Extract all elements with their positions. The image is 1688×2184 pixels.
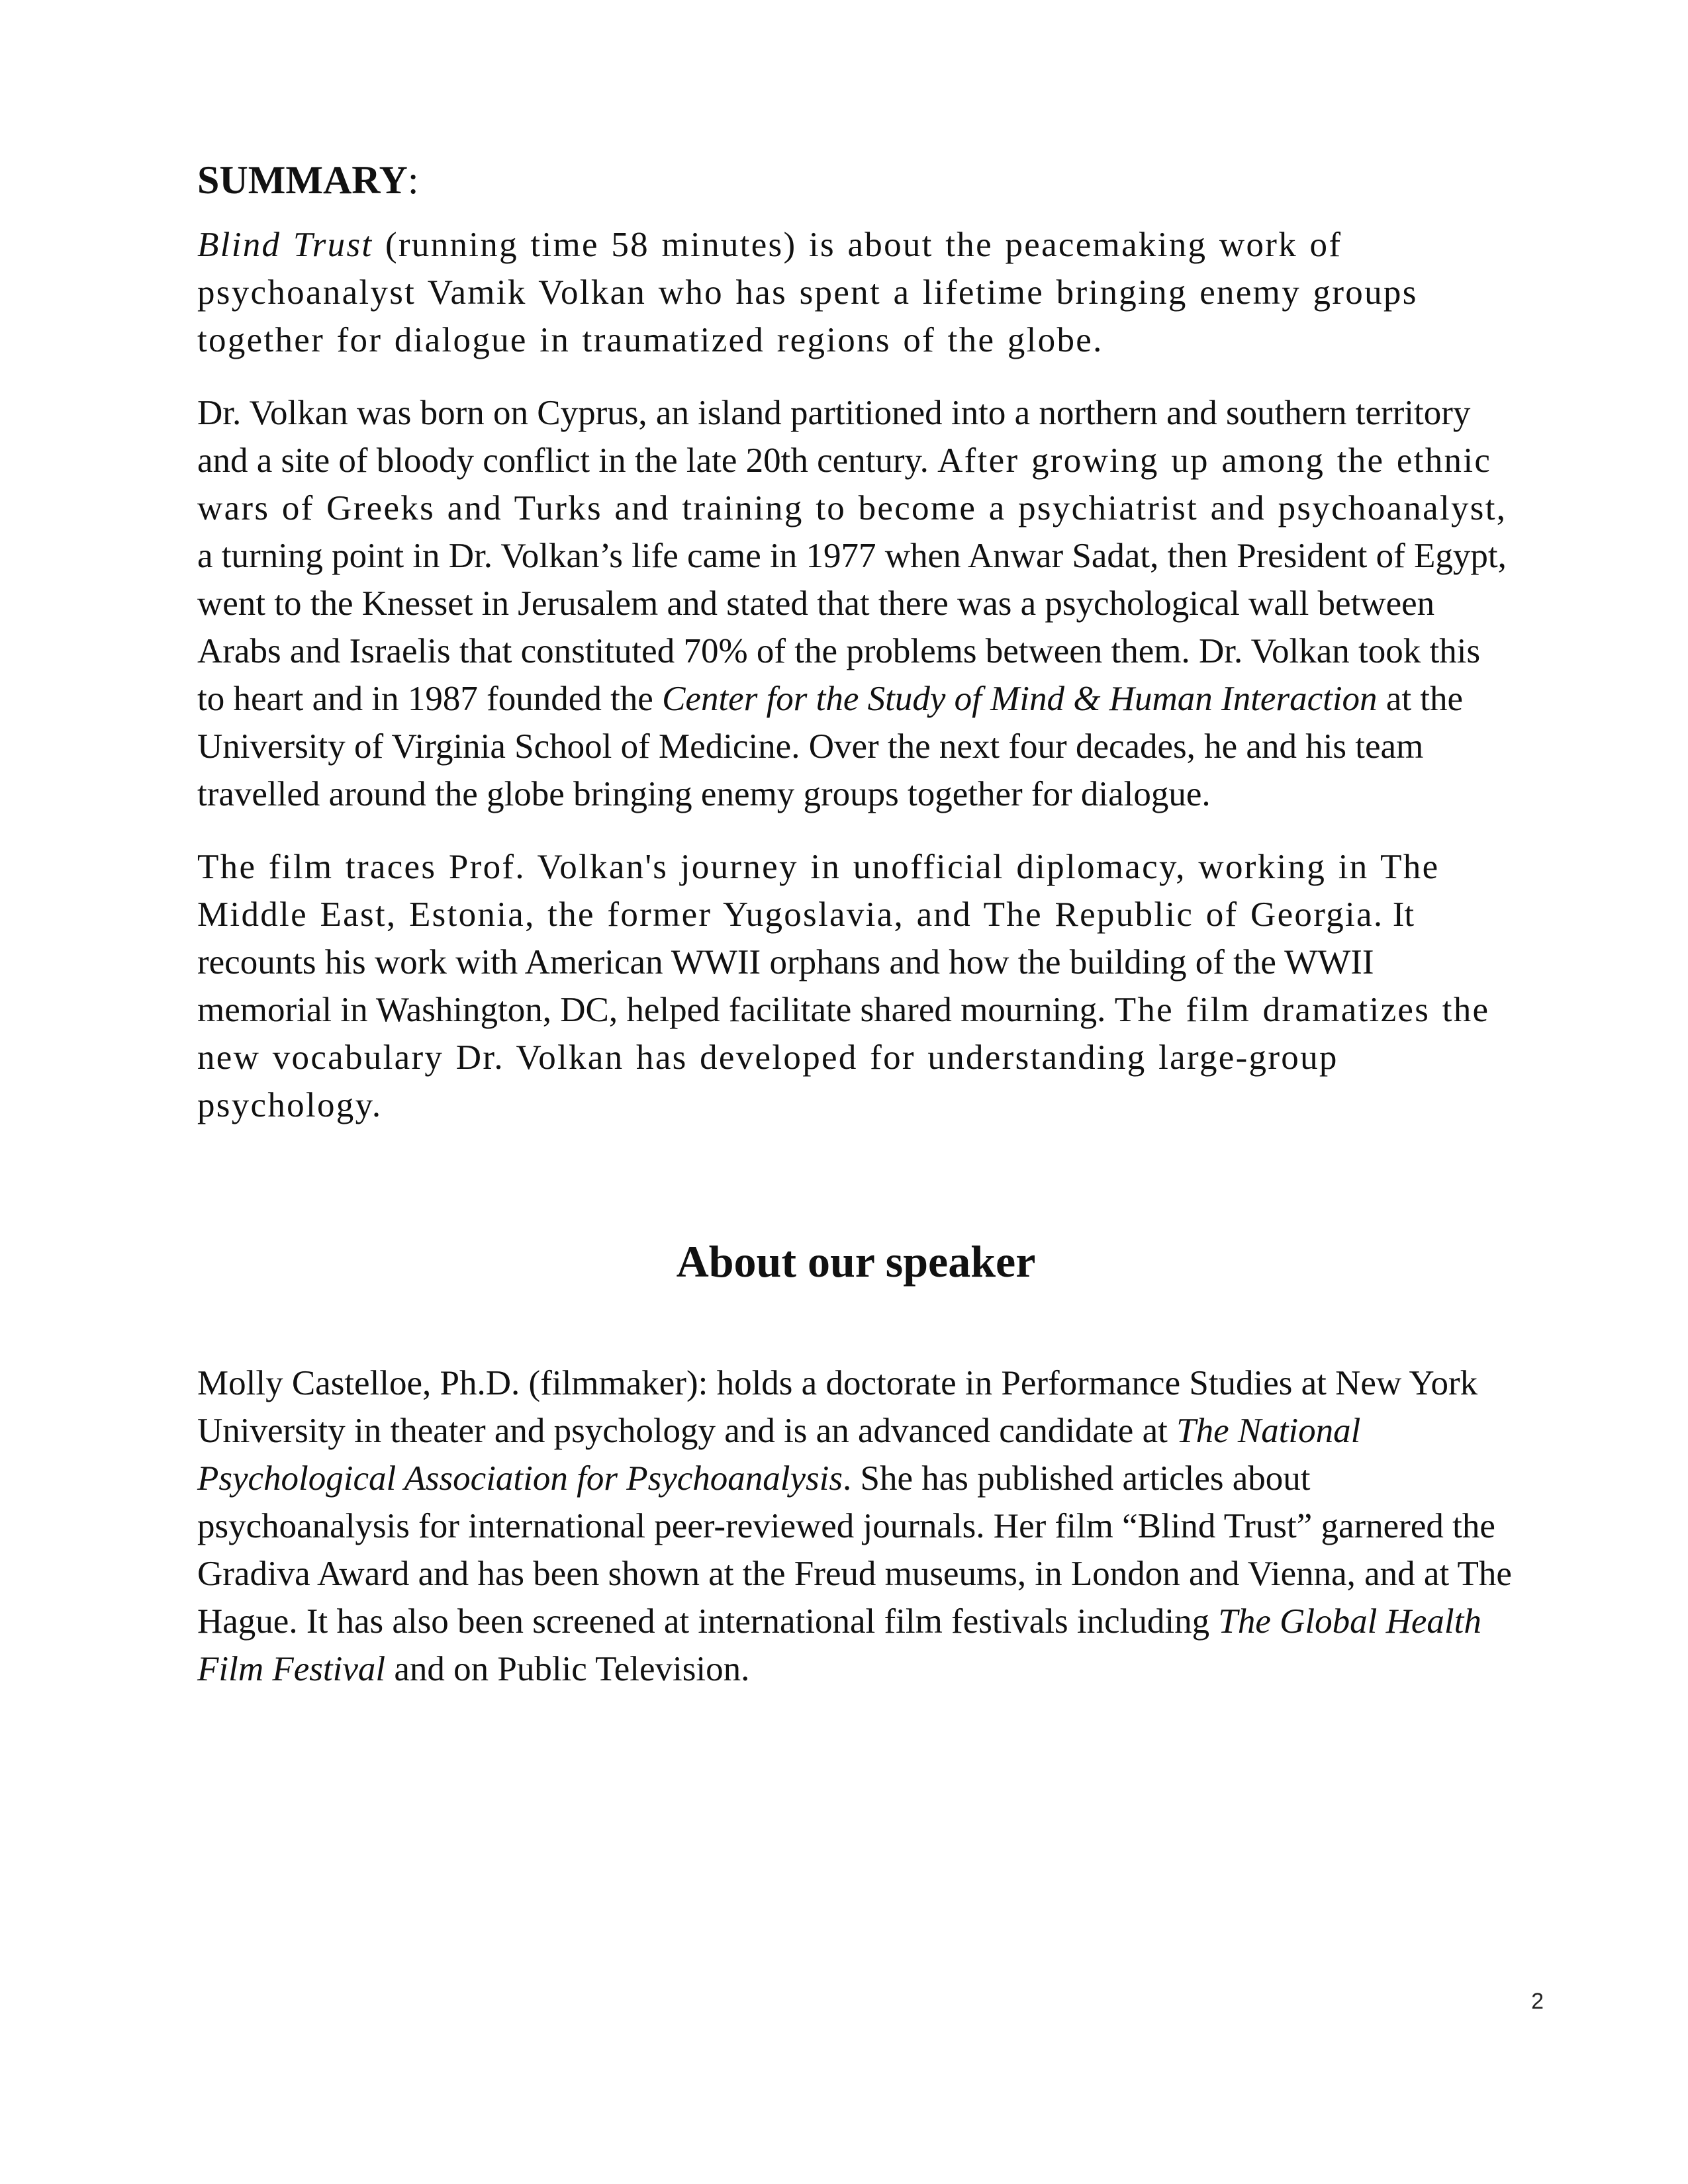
speaker-bio-text-b: . She has published articles about psychoanalysis for international peer-reviewed journals. Her film “Blind Trust” garnered the Gradiva Award and has been shown at the Freud museums, in London and Vienna, and at The Hague. It has also been screened at international film festivals including [197,1459,1512,1641]
film-traces-paragraph [197,843,1515,1129]
summary-heading-colon: : [407,158,419,202]
summary-heading [197,156,1515,204]
film-traces-text-b: It recounts his work with American WWII orphans and how the building of the WWII memorial in Washington, DC, helped facilitate shared mourning. [197,895,1415,1029]
document-page [197,156,1515,1693]
volkan-background-paragraph [197,389,1515,818]
film-traces-text-a: The film traces Prof. Volkan's journey in unofficial diplomacy, working in The Middle East, Estonia, the former Yugoslavia, and The Republic of Georgia. [197,848,1440,934]
summary-intro-paragraph [197,221,1515,364]
volkan-background-text-b: After growing up among the ethnic wars of Greeks and Turks and training to become a psychiatrist and psychoanalyst, [197,441,1507,527]
summary-heading-text: SUMMARY [197,158,408,202]
about-speaker-heading: About our speaker [676,1236,1036,1287]
summary-intro-text: (running time 58 minutes) is about the peacemaking work of psychoanalyst Vamik Volkan who has spent a lifetime bringing enemy groups together for dialogue in traumatized regions of the globe. [197,226,1418,359]
center-name-italic: Center for the Study of Mind & Human Interaction [662,680,1378,718]
film-traces-text-c: The film dramatizes the new vocabulary Dr. Volkan has developed for understanding large-group psychology. [197,991,1490,1124]
speaker-bio-text-a: Molly Castelloe, Ph.D. (filmmaker): holds a doctorate in Performance Studies at New York University in theater and psychology and is an advanced candidate at [197,1363,1478,1450]
volkan-background-text-c: a turning point in Dr. Volkan’s life came in 1977 when Anwar Sadat, then President of Egypt, went to the Knesset in Jerusalem and stated that there was a psychological wall between Arabs and Israelis that constituted 70% of the problems between them. Dr. Volkan took this to heart and in 1987 founded the [197,537,1507,718]
film-title-italic: Blind Trust [197,226,373,264]
speaker-bio-text-c: and on Public Television. [385,1649,750,1688]
volkan-background-text-d: at the University of Virginia School of Medicine. Over the next four decades, he and his team travelled around the globe bringing enemy groups together for dialogue. [197,680,1464,813]
volkan-background-text-a: Dr. Volkan was born on Cyprus, an island partitioned into a northern and southern territory and a site of bloody conflict in the late 20th century. [197,394,1471,480]
page-number: 2 [1531,1989,1544,2014]
festival-name-italic: The Global Health Film Festival [197,1602,1481,1688]
speaker-bio-paragraph [197,1359,1515,1693]
association-name-italic: The National Psychological Association for Psychoanalysis [197,1411,1361,1498]
